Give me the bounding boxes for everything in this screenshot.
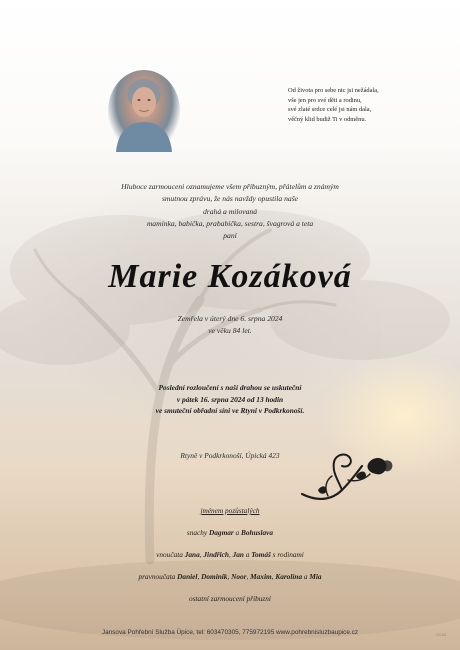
separator: , [271,572,276,581]
rose-ornament-icon [298,450,398,506]
death-age: ve věku 84 let. [208,325,252,335]
mourner-name: Maxim [250,572,272,581]
intro-line: drahá a milovaná [203,206,257,216]
mourner-name: Jana [184,550,200,559]
snachy-prefix: snachy [186,528,209,537]
death-info [100,313,360,336]
mourner-name: Mia [309,572,322,581]
great-grandchildren-line [60,571,400,593]
template-code: GC63 [436,633,446,637]
mourner-name: Dagmar [209,528,234,537]
intro-line: Hluboce zarmouceni oznamujeme všem příbuzným, přátelům a známým [121,182,339,191]
deceased-name: Marie Kozáková [108,258,352,295]
family-address: Rtyně v Podkrkonoší, Úpická 423 [180,451,280,460]
separator: , [199,550,204,559]
other-relatives: ostatní zarmoucení příbuzní [189,594,271,603]
memorial-poem [288,86,438,125]
announcement-intro [40,181,420,242]
daughters-in-law-line [60,527,400,549]
mourners-lead-line [60,505,400,527]
mourner-name: Karolína [275,572,303,581]
separator: , [227,572,232,581]
poem-line: vše jen pro své děti a rodinu, [288,96,362,104]
mourners-list [60,505,400,615]
intro-line: maminka, babička, prababička, sestra, švagrová a teta [146,218,314,228]
poem-line: Od života pro sebe nic jsi nežádala, [288,87,379,94]
pravnoucata-prefix: pravnoučata [138,572,178,581]
vnoucata-suffix: s rodinami [270,550,304,559]
separator: a [302,572,310,581]
separator: , [228,550,233,559]
mourner-name: Jindřich [203,550,229,559]
intro-line: smutnou zprávu, že nás navždy opustila naše [161,194,299,204]
separator: a [233,528,242,537]
mourner-name: Daniel [177,572,198,581]
farewell-line: ve smuteční obřadní síni ve Rtyni v Podkrkonoší. [155,406,305,416]
separator: , [197,572,202,581]
grandchildren-line [60,549,400,571]
separator: a [243,550,252,559]
other-relatives-line [60,593,400,615]
portrait-photo [108,70,180,152]
death-date: Zemřela v úterý dne 6. srpna 2024 [177,314,283,323]
funeral-details [80,382,380,417]
vnoucata-prefix: vnoučata [156,550,185,559]
mourner-name: Noor [231,572,247,581]
intro-line: paní [223,231,237,241]
mourner-name: Bohuslava [241,528,274,537]
farewell-line: Poslední rozloučení s naší drahou se uskuteční [158,383,302,392]
poem-line: své zlaté srdce celé jsi nám dala, [288,106,372,114]
mourners-lead: jménem pozůstalých [200,506,260,515]
poem-line: věčný klid budiž Ti v odměnu. [288,116,367,124]
mourner-name: Dominik [201,572,228,581]
mourner-name: Tomáš [251,550,271,559]
funeral-service-footer: Jansova Pohřební Služba Úpice, tel: 603470305, 775972195 www.pohrebnisluzbaupice.cz [101,629,359,636]
separator: , [246,572,251,581]
mourner-name: Jan [232,550,244,559]
farewell-line: v pátek 16. srpna 2024 od 13 hodin [176,394,284,404]
